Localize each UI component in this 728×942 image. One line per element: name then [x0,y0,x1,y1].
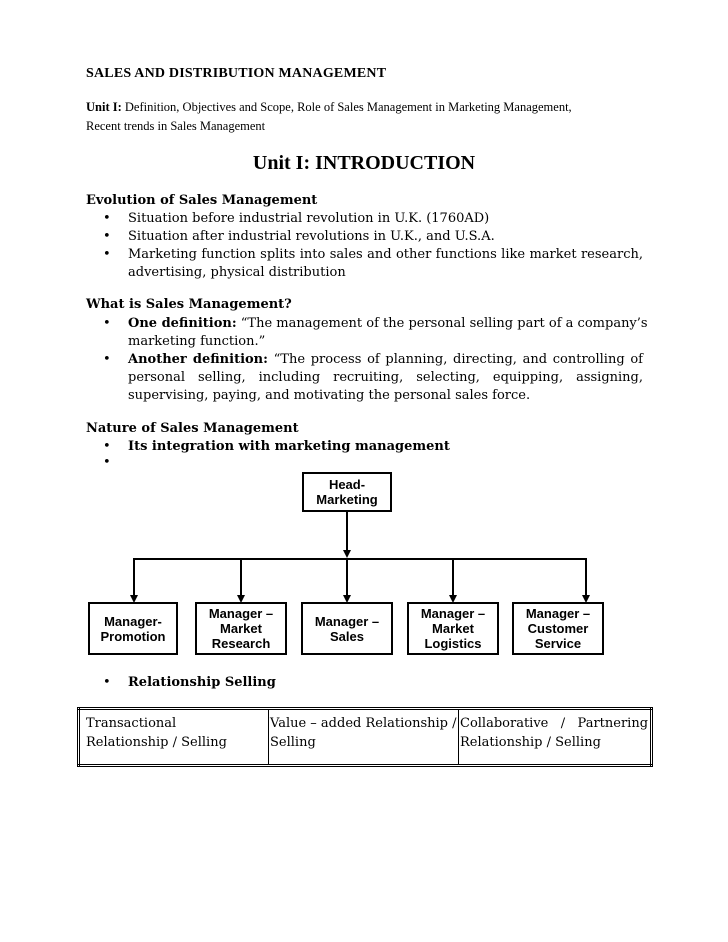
bullet-marker: • [103,675,111,690]
what-is-heading: What is Sales Management? [86,297,292,312]
org-connector [452,558,454,596]
definition-1-text: “The management of the personal selling part of a company’s [240,316,648,331]
cell-line: Relationship / Selling [86,735,227,750]
unit-description-line-2: Recent trends in Sales Management [86,119,266,133]
document-title: SALES AND DISTRIBUTION MANAGEMENT [86,66,387,81]
unit-description-text: Definition, Objectives and Scope, Role of Sales Management in Marketing Management, [124,100,572,114]
org-box-label: Manager – Sales [314,613,380,644]
nature-item-1: Its integration with marketing management [128,439,450,454]
org-box-label: Manager – Market Logistics [420,606,486,651]
table-cell [269,709,459,766]
org-connector [346,558,348,596]
evolution-item-3-cont: advertising, physical distribution [128,265,346,280]
unit-label: Unit I: [86,100,122,114]
definition-2-line-1 [128,352,643,367]
table-cell [79,709,269,766]
definition-1-line-1 [128,316,648,331]
bullet-marker: • [103,455,111,470]
org-box-manager-market-logistics [407,602,499,655]
definition-1-label: One definition: [128,316,237,331]
org-connector [585,558,587,596]
definition-2-text: “The process of planning, directing, and controlling of [273,352,643,367]
org-box-manager-market-research [195,602,287,655]
cell-line: Collaborative / Partnering [460,716,649,731]
definition-2-line-3: supervising, paying, and motivating the personal sales force. [128,388,531,403]
bullet-marker: • [103,316,111,331]
bullet-marker: • [103,352,111,367]
relationship-selling-table [77,707,653,767]
org-box-manager-promotion [88,602,178,655]
cell-line: Relationship / Selling [460,735,601,750]
cell-line: Selling [270,735,316,750]
bullet-marker: • [103,229,111,244]
cell-line: Value – added Relationship / [270,716,457,731]
bullet-marker: • [103,247,111,262]
evolution-item-3: Marketing function splits into sales and other functions like market research, [128,247,643,262]
org-box-label: Manager- Promotion [100,613,166,644]
table-row [79,709,652,766]
org-box-head-marketing [302,472,392,512]
unit-heading: Unit I: INTRODUCTION [252,152,476,174]
bullet-marker: • [103,439,111,454]
org-box-manager-sales [301,602,393,655]
nature-heading: Nature of Sales Management [86,421,299,436]
evolution-heading: Evolution of Sales Management [86,193,318,208]
org-box-label: Manager – Customer Service [525,606,591,651]
definition-1-line-2: marketing function.” [128,334,266,349]
definition-2-label: Another definition: [128,352,268,367]
org-box-manager-customer-service [512,602,604,655]
evolution-item-2: Situation after industrial revolutions in U.K., and U.S.A. [128,229,495,244]
relationship-heading: Relationship Selling [128,675,276,690]
definition-2-line-2: personal selling, including recruiting, selecting, equipping, assigning, [128,370,643,385]
bullet-marker: • [103,211,111,226]
unit-description-line-1 [86,100,572,115]
table-cell [459,709,652,766]
cell-line: Transactional [86,716,177,731]
org-connector [346,512,348,550]
org-box-label: Head- Marketing [316,477,378,507]
org-connector [240,558,242,596]
org-box-label: Manager – Market Research [208,606,274,651]
org-connector [133,558,587,560]
evolution-item-1: Situation before industrial revolution in U.K. (1760AD) [128,211,490,226]
org-connector [133,558,135,596]
arrow-down-icon [343,550,351,558]
